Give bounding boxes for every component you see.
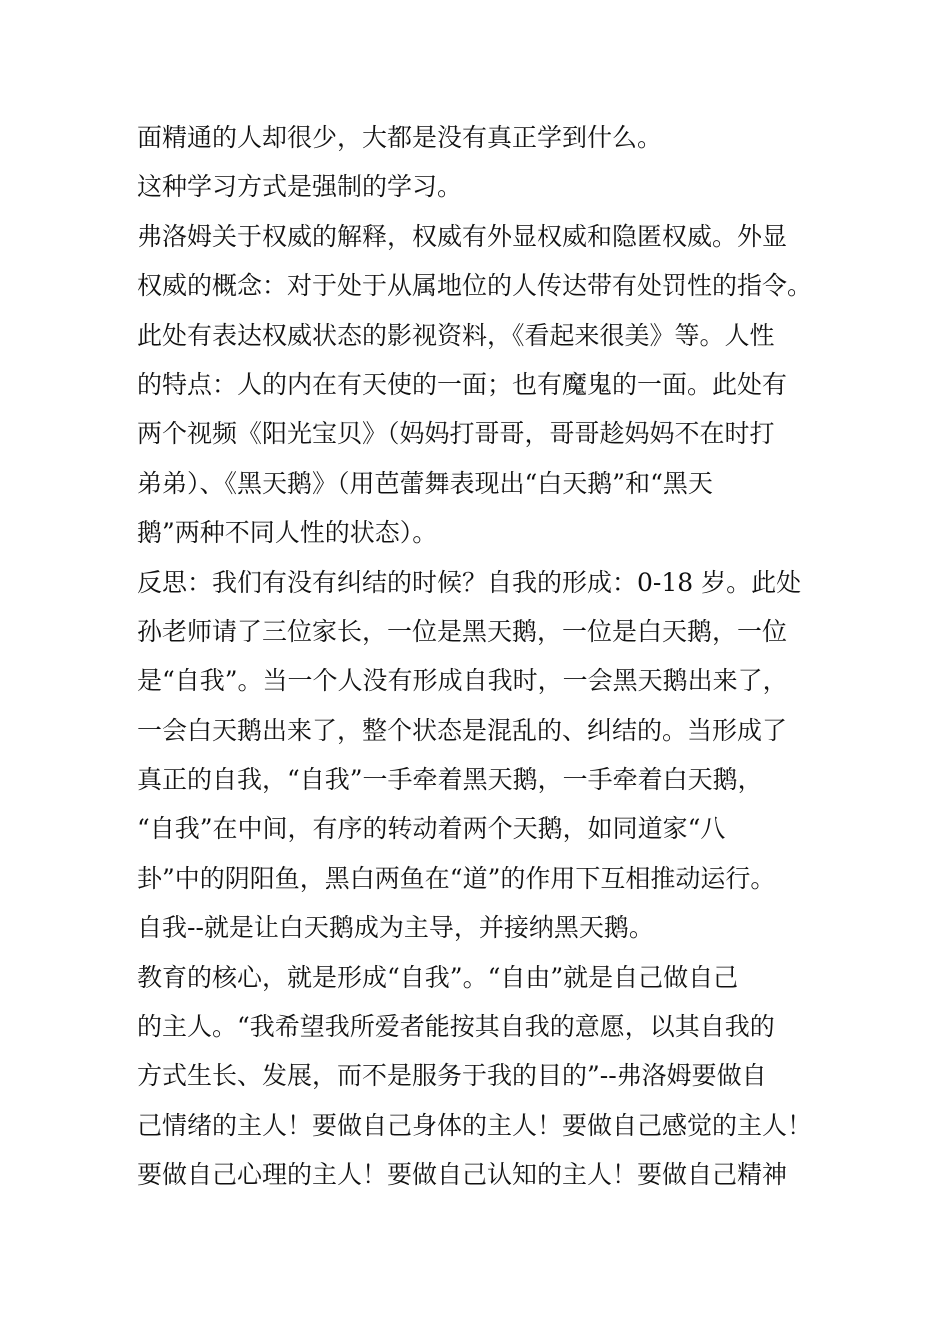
text-line: 真正的自我，“自我”一手牵着黑天鹅，一手牵着白天鹅， [137,765,763,795]
text-line: 此处有表达权威状态的影视资料，《看起来很美》等。人性 [137,320,775,350]
text-line: 自我--就是让白天鹅成为主导，并接纳黑天鹅。 [137,913,654,943]
text-line: 面精通的人却很少，大都是没有真正学到什么。 [137,123,663,152]
text-line: 孙老师请了三位家长，一位是黑天鹅，一位是白天鹅，一位 [137,616,788,646]
body-text [137,113,837,1200]
text-line: 弗洛姆关于权威的解释，权威有外显权威和隐匿权威。外显 [137,221,788,251]
text-line: 反思：我们有没有纠结的时候？自我的形成：0-18 岁。此处 [137,567,802,597]
text-line: 一会白天鹅出来了，整个状态是混乱的、纠结的。当形成了 [137,715,788,745]
text-line: 教育的核心，就是形成“自我”。“自由”就是自己做自己 [137,962,739,992]
text-line: 两个视频《阳光宝贝》（妈妈打哥哥，哥哥趁妈妈不在时打 [137,419,775,449]
text-line: 权威的概念：对于处于从属地位的人传达带有处罚性的指令。 [137,271,813,301]
text-line: 鹅”两种不同人性的状态）。 [137,518,438,548]
text-line: “自我”在中间，有序的转动着两个天鹅，如同道家“八 [137,814,726,844]
text-line: 的主人。“我希望我所爱者能按其自我的意愿，以其自我的 [137,1012,775,1042]
text-line: 要做自己心理的主人！要做自己认知的主人！要做自己精神 [137,1160,788,1190]
text-line: 己情绪的主人！要做自己身体的主人！要做自己感觉的主人！ [137,1110,813,1140]
text-line: 这种学习方式是强制的学习。 [137,172,463,202]
text-line: 是“自我”。当一个人没有形成自我时，一会黑天鹅出来了， [137,666,788,696]
text-line: 方式生长、发展，而不是服务于我的目的”--弗洛姆要做自 [137,1061,767,1091]
text-line: 的特点：人的内在有天使的一面；也有魔鬼的一面。此处有 [137,369,788,399]
text-line: 卦”中的阴阳鱼，黑白两鱼在“道”的作用下互相推动运行。 [137,863,776,893]
text-line: 弟弟）、《黑天鹅》（用芭蕾舞表现出“白天鹅”和“黑天 [137,468,713,498]
